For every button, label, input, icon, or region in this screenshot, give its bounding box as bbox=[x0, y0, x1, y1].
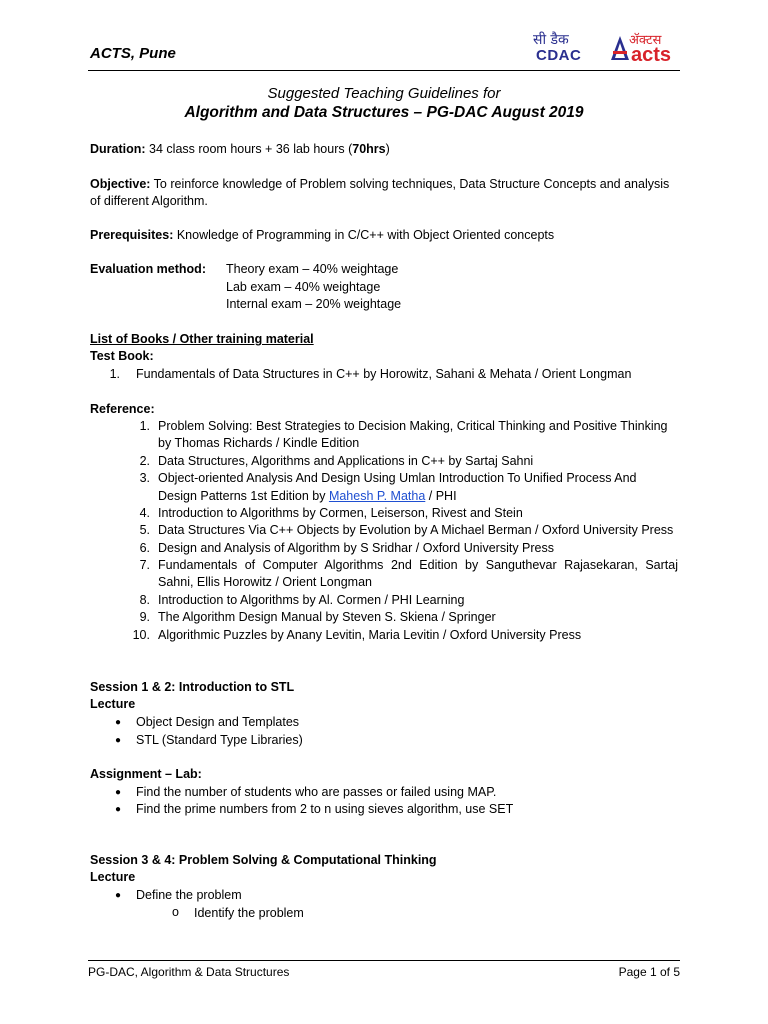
books-heading: List of Books / Other training material bbox=[90, 332, 314, 346]
acts-emblem-icon bbox=[609, 34, 631, 62]
text-book-number: 1. bbox=[109, 367, 120, 381]
bullet-icon: ● bbox=[115, 890, 122, 901]
logo-acts-english: acts bbox=[631, 44, 672, 66]
evaluation-label: Evaluation method: bbox=[90, 262, 206, 276]
reference-text: Problem Solving: Best Strategies to Decision Making, Critical Thinking and Positive Thinking bbox=[158, 419, 668, 433]
reference-label: Reference: bbox=[90, 402, 155, 416]
reference-text: Algorithmic Puzzles by Anany Levitin, Maria Levitin / Oxford University Press bbox=[158, 628, 582, 642]
reference-text: Introduction to Algorithms by Cormen, Leiserson, Rivest and Stein bbox=[158, 506, 523, 520]
duration-hours: 70hrs bbox=[352, 142, 386, 156]
reference-text: The Algorithm Design Manual by Steven S. Skiena / Springer bbox=[158, 610, 496, 624]
reference-text: Introduction to Algorithms by Al. Cormen / PHI Learning bbox=[158, 593, 465, 607]
text-book-label: Test Book: bbox=[90, 349, 154, 363]
doc-subtitle: Suggested Teaching Guidelines for bbox=[267, 85, 501, 102]
duration-label: Duration: bbox=[90, 142, 146, 156]
reference-number: 5. bbox=[139, 523, 150, 537]
prerequisites-text: Knowledge of Programming in C/C++ with Object Oriented concepts bbox=[173, 228, 555, 242]
reference-number: 7. bbox=[139, 558, 150, 572]
bullet-icon: ● bbox=[115, 735, 122, 746]
bullet-icon: ● bbox=[115, 717, 122, 728]
duration-close: ) bbox=[385, 142, 390, 156]
evaluation-item: Internal exam – 20% weightage bbox=[226, 297, 402, 311]
sub-bullet-icon: o bbox=[172, 905, 179, 919]
reference-text: Object-oriented Analysis And Design Using Umlan Introduction To Unified Process And bbox=[158, 471, 637, 485]
objective-line2: of different Algorithm. bbox=[90, 194, 208, 208]
objective-line1 bbox=[90, 177, 669, 191]
reference-number: 3. bbox=[139, 471, 150, 485]
evaluation-item: Lab exam – 40% weightage bbox=[226, 280, 381, 294]
objective-text: To reinforce knowledge of Problem solving techniques, Data Structure Concepts and analysis bbox=[150, 177, 670, 191]
reference-text: Fundamentals of Computer Algorithms 2nd Edition by Sanguthevar Rajasekaran, Sartaj bbox=[158, 558, 678, 572]
prerequisites-line bbox=[90, 228, 554, 242]
logo-cdac-english: CDAC bbox=[536, 47, 582, 64]
reference-text: by Thomas Richards / Kindle Edition bbox=[158, 436, 360, 450]
author-link[interactable]: Mahesh P. Matha bbox=[328, 489, 426, 503]
reference-text: Sahni, Ellis Horowitz / Orient Longman bbox=[158, 575, 372, 589]
logo-acts-hindi: ॲक्टस bbox=[629, 33, 662, 48]
footer-course: PG-DAC, Algorithm & Data Structures bbox=[88, 965, 290, 979]
doc-title: Algorithm and Data Structures – PG-DAC August 2019 bbox=[184, 104, 584, 121]
footer-rule bbox=[88, 960, 680, 961]
reference-text-after: / PHI bbox=[425, 489, 457, 503]
header-title: ACTS, Pune bbox=[90, 45, 176, 62]
session-3-4-lecture-label: Lecture bbox=[90, 870, 136, 884]
bullet-icon: ● bbox=[115, 804, 122, 815]
assignment-item: Find the prime numbers from 2 to n using sieves algorithm, use SET bbox=[136, 802, 514, 816]
assignment-label: Assignment – Lab: bbox=[90, 767, 202, 781]
session-3-4-heading: Session 3 & 4: Problem Solving & Computational Thinking bbox=[90, 853, 437, 867]
reference-number: 10. bbox=[132, 628, 150, 642]
sub-item: Identify the problem bbox=[194, 906, 304, 920]
reference-number: 8. bbox=[139, 593, 150, 607]
lecture-item: Define the problem bbox=[136, 888, 242, 902]
logo-cdac-hindi: सी डैक bbox=[533, 32, 569, 48]
reference-number: 9. bbox=[139, 610, 150, 624]
session-1-2-lecture-label: Lecture bbox=[90, 697, 136, 711]
reference-number: 2. bbox=[139, 454, 150, 468]
reference-number: 6. bbox=[139, 541, 150, 555]
cdac-acts-logo bbox=[533, 30, 683, 66]
reference-text: Data Structures Via C++ Objects by Evolution by A Michael Berman / Oxford University Press bbox=[158, 523, 674, 537]
lecture-item: STL (Standard Type Libraries) bbox=[136, 733, 303, 747]
reference-number: 4. bbox=[139, 506, 150, 520]
evaluation-item: Theory exam – 40% weightage bbox=[226, 262, 399, 276]
reference-text-before: Design Patterns 1st Edition by bbox=[158, 489, 329, 503]
bullet-icon: ● bbox=[115, 787, 122, 798]
reference-text: Design and Analysis of Algorithm by S Sridhar / Oxford University Press bbox=[158, 541, 554, 555]
assignment-item: Find the number of students who are passes or failed using MAP. bbox=[136, 785, 497, 799]
prerequisites-label: Prerequisites: bbox=[90, 228, 174, 242]
header-rule bbox=[88, 70, 680, 71]
session-1-2-heading: Session 1 & 2: Introduction to STL bbox=[90, 680, 295, 694]
lecture-item: Object Design and Templates bbox=[136, 715, 300, 729]
text-book-title: Fundamentals of Data Structures in C++ by Horowitz, Sahani & Mehata / Orient Longman bbox=[136, 367, 632, 381]
footer-page-number: Page 1 of 5 bbox=[618, 965, 680, 979]
reference-number: 1. bbox=[139, 419, 150, 433]
objective-label: Objective: bbox=[90, 177, 151, 191]
duration-line bbox=[90, 142, 390, 156]
duration-text: 34 class room hours + 36 lab hours ( bbox=[145, 142, 353, 156]
reference-text: Data Structures, Algorithms and Applications in C++ by Sartaj Sahni bbox=[158, 454, 534, 468]
reference-text-line2 bbox=[158, 489, 457, 503]
